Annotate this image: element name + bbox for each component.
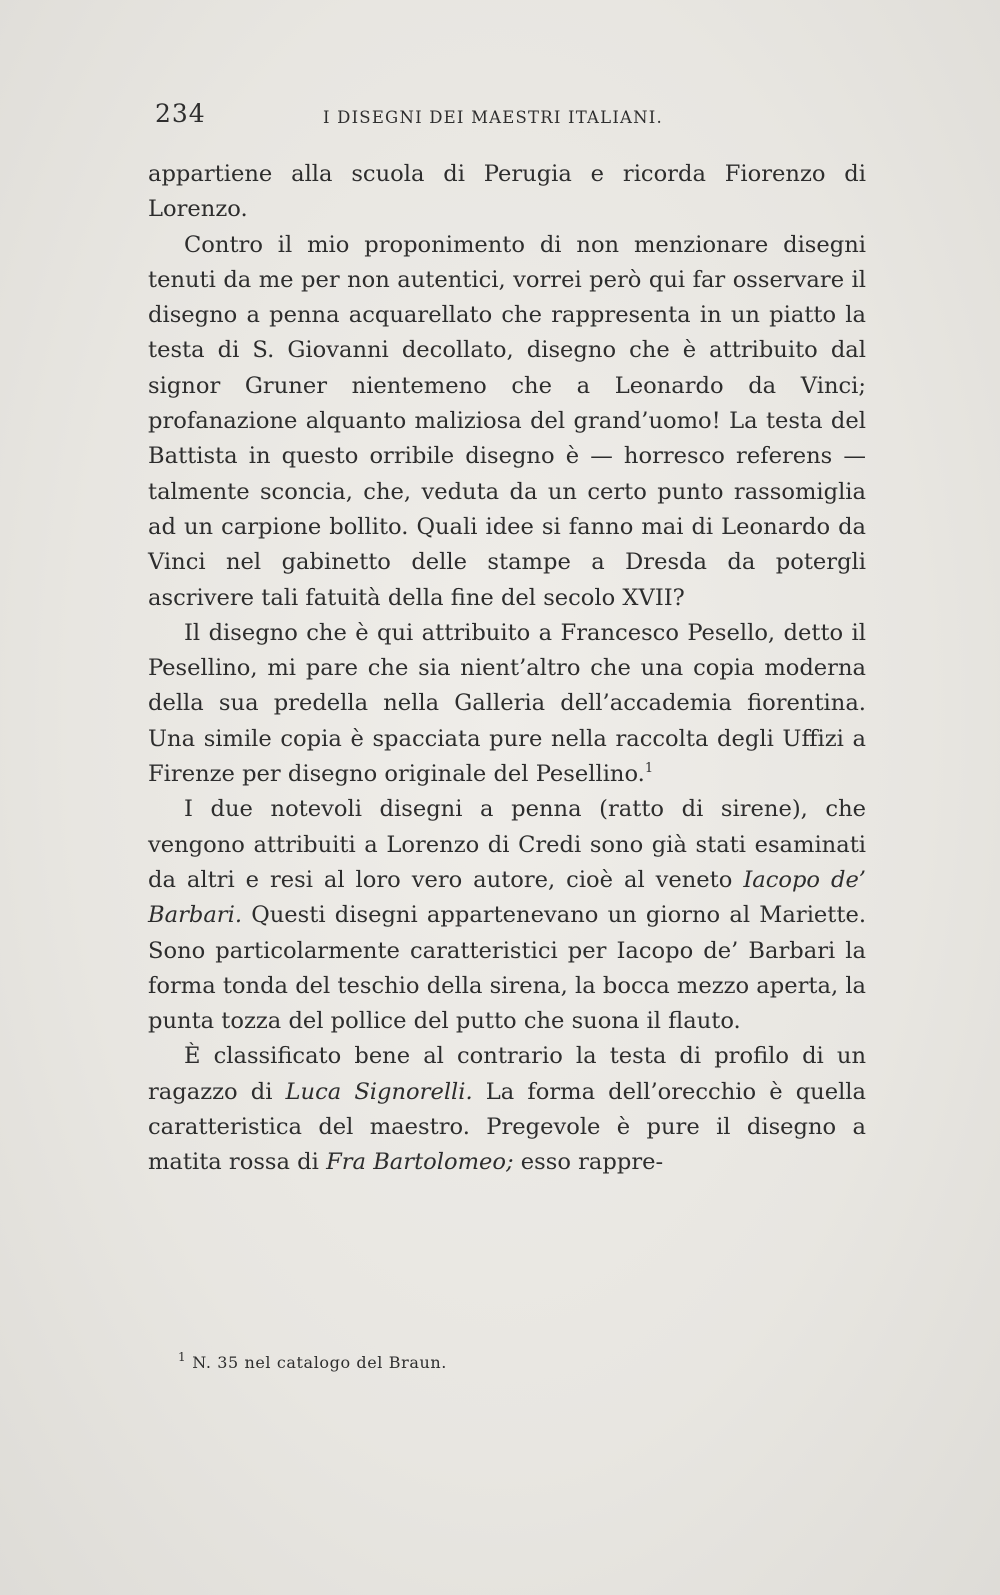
paragraph-5-text-b: La forma dell’orecchio è quella caratteristica del maestro. Pregevole è pure il disegno a matita rossa di — [148, 1078, 866, 1176]
paragraph-2: Contro il mio proponimento di non menzionare disegni tenuti da me per non autentici, vorrei però qui far osservare il disegno a penna acquarellato che rappresenta in un piatto la testa di S. Giovanni decollato, disegno che è attribuito dal signor Gruner nientemeno che a Leonardo da Vinci; profanazione alquanto maliziosa del grand’uomo! La testa del Battista in questo orribile disegno è — horresco referens — talmente sconcia, che, veduta da un certo punto rassomiglia ad un carpione bollito. Quali idee si fanno mai di Leonardo da Vinci nel gabinetto delle stampe a Dresda da potergli ascrivere tali fatuità della fine del secolo XVII? — [148, 231, 866, 611]
page-header — [155, 95, 875, 135]
artist-name-bartolomeo: Fra Bartolomeo; — [326, 1149, 514, 1176]
footnote-marker: 1 — [178, 1350, 187, 1364]
paragraph-4-text-a: I due notevoli disegni a penna (ratto di sirene), che vengono attribuiti a Lorenzo di Credi sono già stati esaminati da altri e resi al loro vero autore, cioè al veneto — [148, 796, 866, 893]
artist-name-signorelli: Luca Signorelli. — [285, 1078, 473, 1105]
paragraph-3 — [148, 616, 866, 792]
footnote-text: N. 35 nel catalogo del Braun. — [192, 1353, 447, 1372]
paragraph-4 — [148, 792, 866, 1039]
artist-name-barbari: Iacopo de’ Barbari. — [148, 866, 866, 929]
paragraph-4-text-b: Questi disegni appartenevano un giorno al Mariette. Sono particolarmente caratteristici per Iacopo de’ Barbari la forma tonda del teschio della sirena, la bocca mezzo aperta, la punta tozza del pollice del putto che suona il flauto. — [148, 902, 867, 1035]
paragraph-3-text: Il disegno che è qui attribuito a Francesco Pesello, detto il Pesellino, mi pare che sia nient’altro che una copia moderna della sua predella nella Galleria dell’accademia fiorentina. Una simile copia è spacciata pure nella raccolta degli Uffizi a Firenze per disegno originale del Pesellino. — [148, 619, 866, 788]
running-title: I DISEGNI DEI MAESTRI ITALIANI. — [323, 108, 663, 127]
body-text — [148, 157, 866, 1181]
footnote — [178, 1350, 447, 1372]
paragraph-5-text-c: esso rappre- — [513, 1149, 664, 1176]
page-number: 234 — [155, 99, 206, 128]
paragraph-1: appartiene alla scuola di Perugia e ricorda Fiorenzo di Lorenzo. — [148, 161, 866, 223]
paragraph-5 — [148, 1039, 866, 1180]
footnote-reference: 1 — [644, 761, 654, 777]
paragraph-5-text-a: È classificato bene al contrario la testa di profilo di un ragazzo di — [148, 1043, 866, 1105]
